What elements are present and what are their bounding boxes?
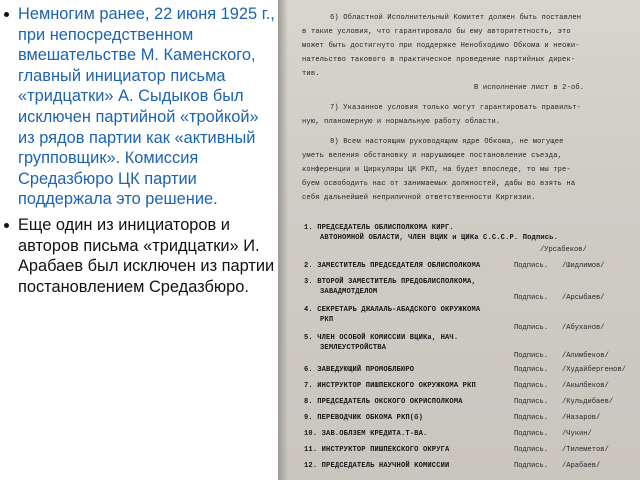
bullet-dot-icon — [4, 223, 9, 228]
signatory-role: 12. ПРЕДСЕДАТЕЛЬ НАУЧНОЙ КОМИССИИ — [304, 462, 450, 470]
doc-line: 6) Областной Исполнительный Комитет должен быть поставлен — [330, 14, 582, 22]
archival-document-photo — [278, 0, 640, 480]
signature-label: Подпись. — [514, 430, 549, 438]
doc-line: 7) Указанное условия только могут гарантировать правильт- — [330, 104, 582, 112]
bullet-item — [0, 215, 278, 297]
signatory-name: /Шидлимов/ — [562, 262, 605, 270]
signatory-role: АВТОНОМНОЙ ОБЛАСТИ, ЧЛЕН ВЦИК и ЦИКа С.С.С.Р. Подпись. — [320, 234, 558, 242]
doc-line: тив. — [302, 70, 320, 78]
doc-line: 8) Всем настоящим руководящим ядре Обкома, не могущее — [330, 138, 564, 146]
signatory-role: 3. ВТОРОЙ ЗАМЕСТИТЕЛЬ ПРЕДОБЛИСПОЛКОМА, — [304, 278, 476, 286]
signatory-role: 6. ЗАВЕДУЮЩИЙ ПРОМОБЛБЮРО — [304, 366, 415, 374]
bullet-text: Немногим ранее, 22 июня 1925 г., при непосредственном вмешательстве М. Каменского, главный инициатор письма «тридцатки» А. Сыдыков был исключен партийной «тройкой» из рядов партии как «активный групповщик». Комиссия Средазбюро ЦК партии поддержала это решение. — [18, 5, 275, 209]
signatory-name: /Кульдибаев/ — [562, 398, 614, 406]
bullet-dot-icon — [4, 12, 9, 17]
doc-line: конференции и Циркуляры ЦК РКП, на будет впоследе, то мы тре- — [302, 166, 571, 174]
signature-label: Подпись. — [514, 382, 549, 390]
signatory-role: ЗАВАДМОТДЕЛОМ — [320, 288, 378, 296]
signature-label: Подпись. — [514, 398, 549, 406]
signatory-role: РКП — [320, 316, 334, 324]
signatory-role: 11. ИНСТРУКТОР ПИШПЕКСКОГО ОКРУГА — [304, 446, 450, 454]
signatory-name: /Урсабеков/ — [540, 246, 587, 254]
signatory-name: /Тилеметов/ — [562, 446, 609, 454]
doc-line: себя дальнейшей неприличной ответственности Киргизии. — [302, 194, 536, 202]
bullet-list — [0, 4, 278, 302]
signature-label: Подпись. — [514, 462, 549, 470]
bullet-text: Еще один из инициаторов и авторов письма «тридцатки» И. Арабаев был исключен из партии постановлением Средазбюро. — [18, 215, 275, 296]
signatory-role: 8. ПРЕДСЕДАТЕЛЬ ОКСКОГО ОКРИСПОЛКОМА — [304, 398, 463, 406]
signatory-name: /Худайбергенов/ — [562, 366, 626, 374]
signatory-role: 2. ЗАМЕСТИТЕЛЬ ПРЕДСЕДАТЕЛЯ ОБЛИСПОЛКОМА — [304, 262, 481, 270]
signatory-role: 4. СЕКРЕТАРЬ ДЖАЛАЛЬ-АБАДСКОГО ОКРУЖКОМА — [304, 306, 481, 314]
bullet-item — [0, 4, 278, 210]
signatory-name: /Акылбеков/ — [562, 382, 609, 390]
signatory-name: /Абуханов/ — [562, 324, 605, 332]
signature-label: Подпись. — [514, 446, 549, 454]
signature-label: Подпись. — [514, 366, 549, 374]
signature-label: Подпись. — [514, 324, 549, 332]
signatory-name: /Назаров/ — [562, 414, 601, 422]
doc-line: в такие условия, что гарантировало бы ему авторитетность, это — [302, 28, 571, 36]
signature-label: Подпись. — [514, 414, 549, 422]
signature-label: Подпись. — [514, 352, 549, 360]
signature-label: Подпись. — [514, 262, 549, 270]
doc-line: уметь веления обстановку и нарушающее постановление съезда, — [302, 152, 563, 160]
doc-line: ную, планомерную и нормальную работу области. — [302, 118, 501, 126]
signatory-role: ЗЕМЛЕУСТРОЙСТВА — [320, 344, 387, 352]
doc-line: В исполнение лист в 2-об. — [474, 84, 585, 92]
signatory-role: 1. ПРЕДСЕДАТЕЛЬ ОБЛИСПОЛКОМА КИРГ. — [304, 224, 454, 232]
signature-label: Подпись. — [514, 294, 549, 302]
signatory-name: /Арсыбаев/ — [562, 294, 605, 302]
signatory-role: 5. ЧЛЕН ОСОБОЙ КОМИССИИ ВЦИКа, НАЧ. — [304, 334, 459, 342]
signatory-role: 10. ЗАВ.ОБЛЗЕМ КРЕДИТА.Т-ВА. — [304, 430, 428, 438]
signatory-name: /Чукин/ — [562, 430, 592, 438]
signatory-name: /Арабаев/ — [562, 462, 601, 470]
doc-line: нательство такового в практическое проведение партийных дирек- — [302, 56, 576, 64]
signatory-role: 9. ПЕРЕВОДЧИК ОБКОМА РКП(б) — [304, 414, 423, 422]
doc-line: может быть достигнуто при поддержке Ненобходимо Обкома и неожи- — [302, 42, 580, 50]
signatory-role: 7. ИНСТРУКТОР ПИШПЕКСКОГО ОКРУЖКОМА РКП — [304, 382, 476, 390]
doc-line: буем освободить нас от занимаемых должностей, дабы во взять на — [302, 180, 576, 188]
signatory-name: /Алимбеков/ — [562, 352, 609, 360]
